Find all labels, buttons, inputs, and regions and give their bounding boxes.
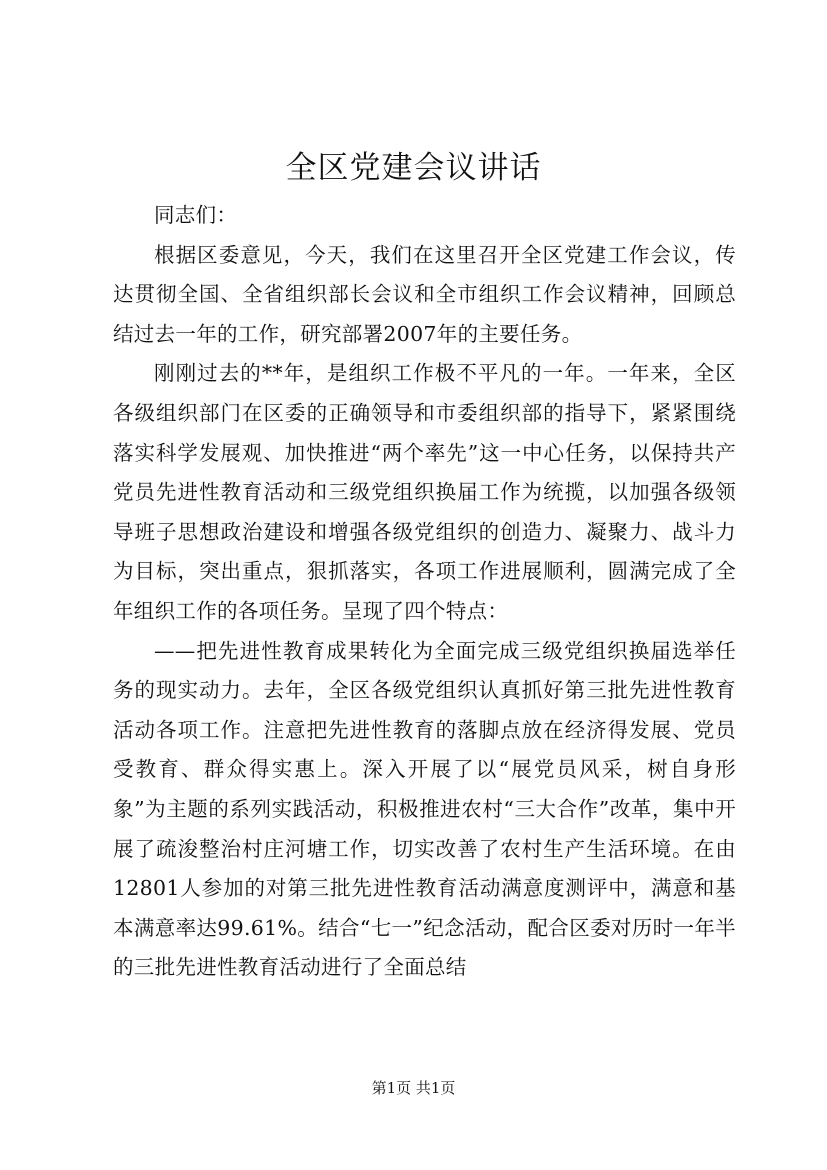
body-paragraph: 刚刚过去的**年，是组织工作极不平凡的一年。一年来，全区各级组织部门在区委的正确领导和市委组织部的指导下，紧紧围绕落实科学发展观、加快推进“两个率先”这一中心任务，以保持共产党员先进性教育活动和三级党组织换届工作为统揽，以加强各级领导班子思想政治建设和增强各级党组织的创造力、凝聚力、战斗力为目标，突出重点，狠抓落实，各项工作进展顺利，圆满完成了全年组织工作的各项任务。呈现了四个特点： [113, 361, 736, 623]
salutation-paragraph: 同志们： [154, 203, 238, 227]
page-footer: 第1页 共1页 [371, 1079, 456, 1097]
body-paragraph: ——把先进性教育成果转化为全面完成三级党组织换届选举任务的现实动力。去年，全区各级党组织认真抓好第三批先进性教育活动各项工作。注意把先进性教育的落脚点放在经济得发展、党员受教育、群众得实惠上。深入开展了以“展党员风采，树自身形象”为主题的系列实践活动，积极推进农村“三大合作”改革，集中开展了疏浚整治村庄河塘工作，切实改善了农村生产生活环境。在由12801人参加的对第三批先进性教育活动满意度测评中，满意和基本满意率达99.61%。结合“七一”纪念活动，配合区委对历时一年半的三批先进性教育活动进行了全面总结 [113, 638, 736, 980]
body-paragraph: 根据区委意见，今天，我们在这里召开全区党建工作会议，传达贯彻全国、全省组织部长会议和全市组织工作会议精神，回顾总结过去一年的工作，研究部署2007年的主要任务。 [113, 242, 736, 346]
document-title: 全区党建会议讲话 [285, 150, 542, 186]
document-body [113, 196, 736, 988]
